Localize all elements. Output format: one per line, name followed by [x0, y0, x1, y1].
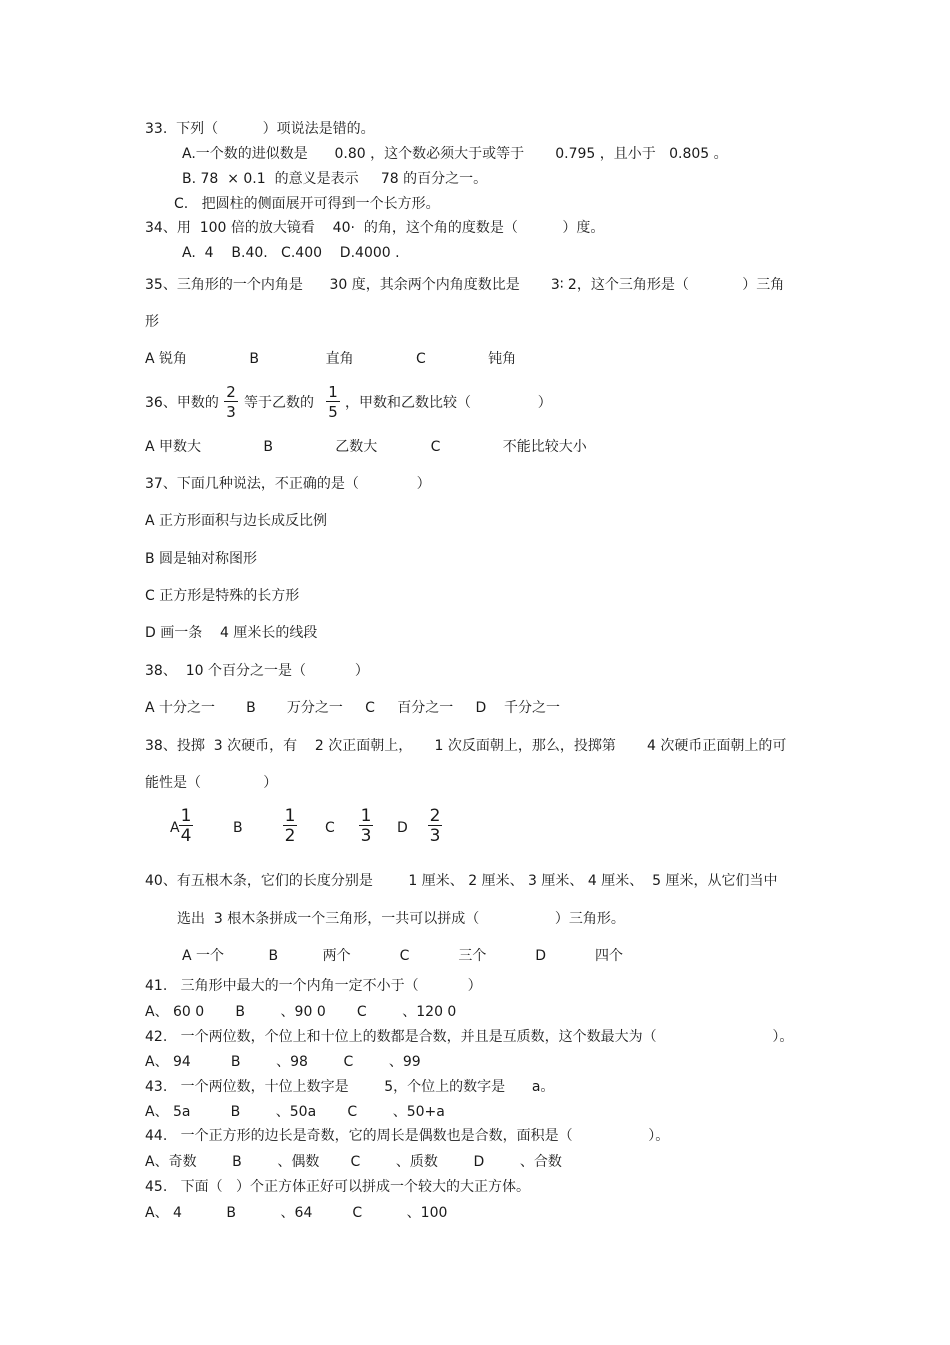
q36-fraction-2-den: 5	[328, 403, 338, 421]
q36-fraction-2	[326, 384, 340, 420]
q36-stem-a: 36、甲数的	[145, 395, 219, 411]
q33-option-c: C. 把圆柱的侧面展开可得到一个长方形。	[174, 196, 440, 212]
q36-fraction-1-num: 2	[224, 384, 238, 402]
q39-fraction-a-den: 4	[180, 826, 192, 846]
q39-fraction-d	[428, 808, 442, 844]
q39-fraction-b	[283, 808, 297, 844]
q36-stem-c: ，甲数和乙数比较（ ）	[345, 395, 552, 411]
q36-fraction-2-num: 1	[326, 384, 340, 402]
q36-stem-b: 等于乙数的	[244, 395, 314, 411]
q39-fraction-b-num: 1	[284, 806, 296, 826]
q39-fraction-d-den: 3	[429, 826, 441, 846]
q39-label-b: B	[233, 820, 243, 836]
q39-fraction-b-den: 2	[284, 826, 296, 846]
q38-options: A 十分之一 B 万分之一 C 百分之一 D 千分之一	[145, 700, 561, 716]
q37-option-b: B 圆是轴对称图形	[145, 551, 258, 567]
q42-stem: 42. 一个两位数，个位上和十位上的数都是合数，并且是互质数，这个数最大为（ ）。	[145, 1029, 794, 1045]
q39-stem-cont: 能性是（ ）	[145, 775, 278, 791]
q40-stem-cont: 选出 3 根木条拼成一个三角形，一共可以拼成（ ）三角形。	[177, 911, 625, 927]
q37-option-c: C 正方形是特殊的长方形	[145, 588, 300, 604]
q36-fraction-1	[224, 384, 238, 420]
q33-option-a: A.一个数的进似数是 0.80 ，这个数必须大于或等于 0.795 ，且小于 0.805 。	[182, 146, 728, 162]
q45-stem: 45. 下面（ ）个正方体正好可以拼成一个较大的大正方体。	[145, 1179, 530, 1195]
q33-option-b: B. 78 × 0.1 的意义是表示 78 的百分之一。	[182, 171, 488, 187]
q39-label-c: C	[325, 820, 335, 836]
q43-stem: 43. 一个两位数，十位上数字是 5，个位上的数字是 a。	[145, 1079, 555, 1095]
q41-stem: 41. 三角形中最大的一个内角一定不小于（ ）	[145, 978, 482, 994]
q39-fraction-c-den: 3	[360, 826, 372, 846]
q39-stem: 38、投掷 3 次硬币，有 2 次正面朝上， 1 次反面朝上，那么，投掷第 4 次硬币正面朝上的可	[145, 738, 787, 754]
q36-fraction-1-den: 3	[226, 403, 236, 421]
q37-option-a: A 正方形面积与边长成反比例	[145, 513, 328, 529]
q34-stem: 34、用 100 倍的放大镜看 40· 的角，这个角的度数是（ ）度。	[145, 220, 605, 236]
q44-options: A、奇数 B 、偶数 C 、质数 D 、合数	[145, 1154, 562, 1170]
q39-fraction-c-num: 1	[360, 806, 372, 826]
q35-options: A 锐角 B 直角 C 钝角	[145, 351, 517, 367]
q37-option-d: D 画一条 4 厘米长的线段	[145, 625, 318, 641]
q41-options: A、 60 0 B 、90 0 C 、120 0	[145, 1004, 457, 1020]
q40-stem: 40、有五根木条，它们的长度分别是 1 厘米、 2 厘米、 3 厘米、 4 厘米、 5 厘米，从它们当中	[145, 873, 778, 889]
q37-stem: 37、下面几种说法，不正确的是（ ）	[145, 476, 431, 492]
q40-options: A 一个 B 两个 C 三个 D 四个	[182, 948, 623, 964]
q39-fraction-a-num: 1	[180, 806, 192, 826]
q44-stem: 44. 一个正方形的边长是奇数，它的周长是偶数也是合数，面积是（ ）。	[145, 1128, 670, 1144]
q35-stem-cont: 形	[145, 314, 159, 330]
q42-options: A、 94 B 、98 C 、99	[145, 1054, 421, 1070]
q39-fraction-d-num: 2	[429, 806, 441, 826]
q38-stem: 38、 10 个百分之一是（ ）	[145, 663, 369, 679]
q39-fraction-a	[179, 808, 193, 844]
q43-options: A、 5a B 、50a C 、50+a	[145, 1104, 445, 1120]
q36-options: A 甲数大 B 乙数大 C 不能比较大小	[145, 439, 587, 455]
q39-fraction-c	[359, 808, 373, 844]
q35-stem: 35、三角形的一个内角是 30 度，其余两个内角度数比是 3∶ 2，这个三角形是（ ）三角	[145, 277, 785, 293]
q39-label-a: A	[170, 820, 180, 836]
q33-stem: 33. 下列（ ）项说法是错的。	[145, 121, 375, 137]
q45-options: A、 4 B 、64 C 、100	[145, 1205, 448, 1221]
q39-label-d: D	[397, 820, 408, 836]
q34-options: A. 4 B.40. C.400 D.4000 .	[182, 245, 400, 261]
